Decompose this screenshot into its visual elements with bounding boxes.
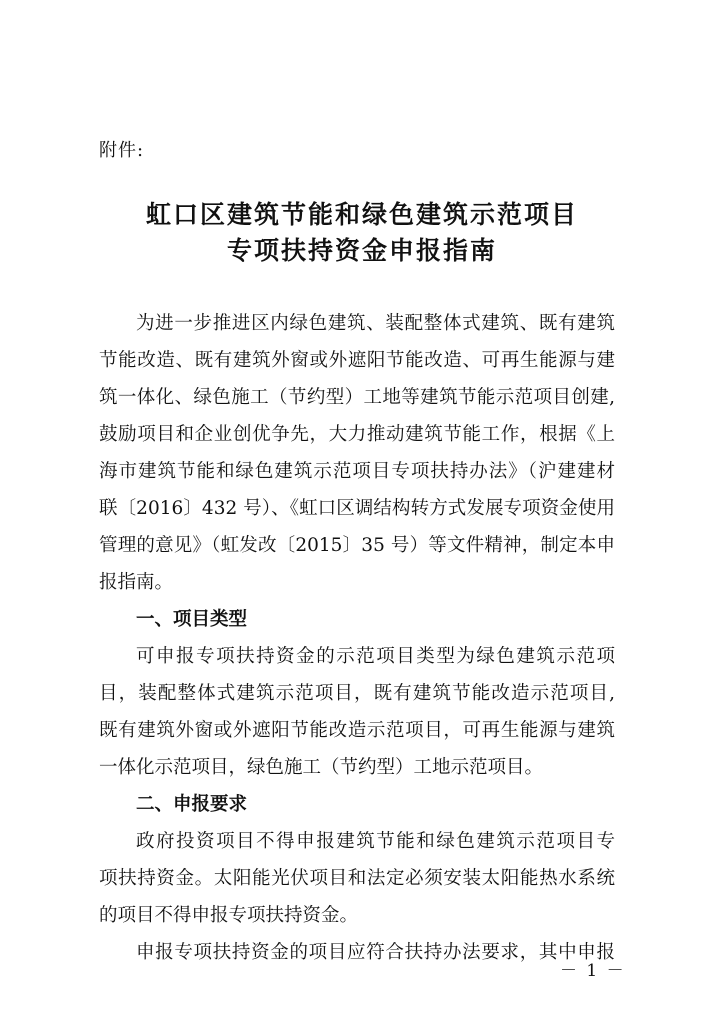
paragraph-line: 既有建筑外窗或外遮阳节能改造示范项目，可再生能源与建筑 (99, 720, 615, 741)
document-body (99, 305, 615, 971)
paragraph-line: 政府投资项目不得申报建筑节能和绿色建筑示范项目专 (136, 831, 615, 852)
document-title-line-1: 虹口区建筑节能和绿色建筑示范项目 (145, 200, 578, 229)
page-number: － 1 － (560, 961, 626, 981)
paragraph-line: 节能改造、既有建筑外窗或外遮阳节能改造、可再生能源与建 (99, 350, 615, 371)
section-heading-requirements: 二、申报要求 (136, 794, 248, 815)
paragraph-line: 的项目不得申报专项扶持资金。 (99, 905, 359, 926)
paragraph-line: 为进一步推进区内绿色建筑、装配整体式建筑、既有建筑 (136, 313, 615, 334)
paragraph-line: 一体化示范项目，绿色施工（节约型）工地示范项目。 (99, 757, 544, 778)
paragraph-line: 目，装配整体式建筑示范项目，既有建筑节能改造示范项目, (99, 683, 615, 704)
paragraph-line: 鼓励项目和企业创优争先，大力推动建筑节能工作，根据《上 (99, 424, 615, 445)
attachment-label: 附件: (99, 140, 145, 161)
section-heading-project-types: 一、项目类型 (136, 609, 248, 630)
paragraph-line: 筑一体化、绿色施工（节约型）工地等建筑节能示范项目创建, (99, 387, 615, 408)
paragraph-line: 管理的意见》（虹发改〔2015〕35 号）等文件精神，制定本申 (99, 535, 615, 556)
paragraph-line: 申报专项扶持资金的项目应符合扶持办法要求，其中申报 (136, 942, 615, 963)
paragraph-line: 可申报专项扶持资金的示范项目类型为绿色建筑示范项 (136, 646, 615, 667)
paragraph-line: 海市建筑节能和绿色建筑示范项目专项扶持办法》（沪建建材 (99, 461, 615, 482)
paragraph-line: 联〔2016〕432 号）、《虹口区调结构转方式发展专项资金使用 (99, 498, 615, 519)
paragraph-line: 报指南。 (99, 572, 174, 593)
paragraph-line: 项扶持资金。太阳能光伏项目和法定必须安装太阳能热水系统 (99, 868, 615, 889)
document-title-line-2: 专项扶持资金申报指南 (226, 236, 497, 265)
